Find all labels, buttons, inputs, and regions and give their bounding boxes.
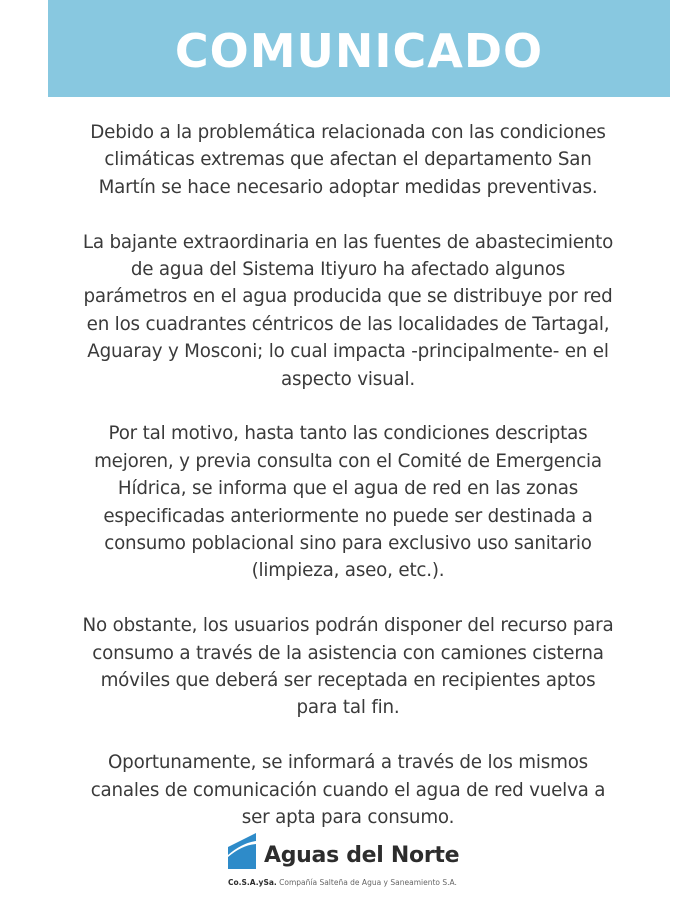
text-line: especificadas anteriormente no puede ser destinada a bbox=[103, 505, 593, 527]
text-line: No obstante, los usuarios podrán disponer del recurso para bbox=[82, 615, 614, 637]
text-line: de agua del Sistema Itiyuro ha afectado algunos bbox=[130, 259, 566, 281]
text-line: Por tal motivo, hasta tanto las condiciones descriptas bbox=[108, 423, 588, 445]
text-line: parámetros en el agua producida que se distribuye por red bbox=[83, 286, 613, 308]
text-line: canales de comunicación cuando el agua de red vuelva a bbox=[90, 779, 606, 801]
text-line: ser apta para consumo. bbox=[241, 807, 455, 829]
text-line: para tal fin. bbox=[296, 697, 400, 719]
paragraph-5 bbox=[30, 749, 666, 831]
text-line: consumo a través de la asistencia con camiones cisterna bbox=[92, 642, 604, 664]
paragraph-2 bbox=[30, 229, 666, 393]
company-subtitle bbox=[228, 878, 457, 887]
text-line: climáticas extremas que afectan el departamento San bbox=[104, 149, 592, 171]
text-line: Oportunamente, se informará a través de los mismos bbox=[107, 752, 588, 774]
company-full-name: Compañía Salteña de Agua y Saneamiento S.A. bbox=[279, 878, 457, 887]
announcement-body bbox=[30, 119, 666, 832]
text-line: Martín se hace necesario adoptar medidas preventivas. bbox=[98, 176, 598, 198]
header-banner bbox=[48, 0, 670, 97]
company-acronym: Co.S.A.ySa. bbox=[228, 878, 277, 887]
text-line: La bajante extraordinaria en las fuentes de abastecimiento bbox=[82, 231, 614, 253]
paragraph-4 bbox=[30, 612, 666, 722]
text-line: en los cuadrantes céntricos de las localidades de Tartagal, bbox=[86, 313, 610, 335]
text-line: Aguaray y Mosconi; lo cual impacta -principalmente- en el bbox=[87, 341, 609, 363]
paragraph-3 bbox=[30, 420, 666, 584]
paragraph-1 bbox=[30, 119, 666, 201]
text-line: móviles que deberá ser receptada en recipientes aptos bbox=[100, 670, 596, 692]
company-name: Aguas del Norte bbox=[264, 843, 460, 868]
text-line: Hídrica, se informa que el agua de red en las zonas bbox=[117, 478, 579, 500]
text-line: (limpieza, aseo, etc.). bbox=[251, 560, 445, 582]
text-line: Debido a la problemática relacionada con las condiciones bbox=[90, 122, 606, 143]
water-wave-logo-icon bbox=[228, 833, 256, 869]
page-title: COMUNICADO bbox=[174, 23, 544, 78]
company-logo bbox=[228, 833, 488, 889]
text-line: mejoren, y previa consulta con el Comité de Emergencia bbox=[94, 450, 602, 472]
text-line: aspecto visual. bbox=[281, 368, 415, 390]
text-line: consumo poblacional sino para exclusivo uso sanitario bbox=[104, 533, 592, 555]
